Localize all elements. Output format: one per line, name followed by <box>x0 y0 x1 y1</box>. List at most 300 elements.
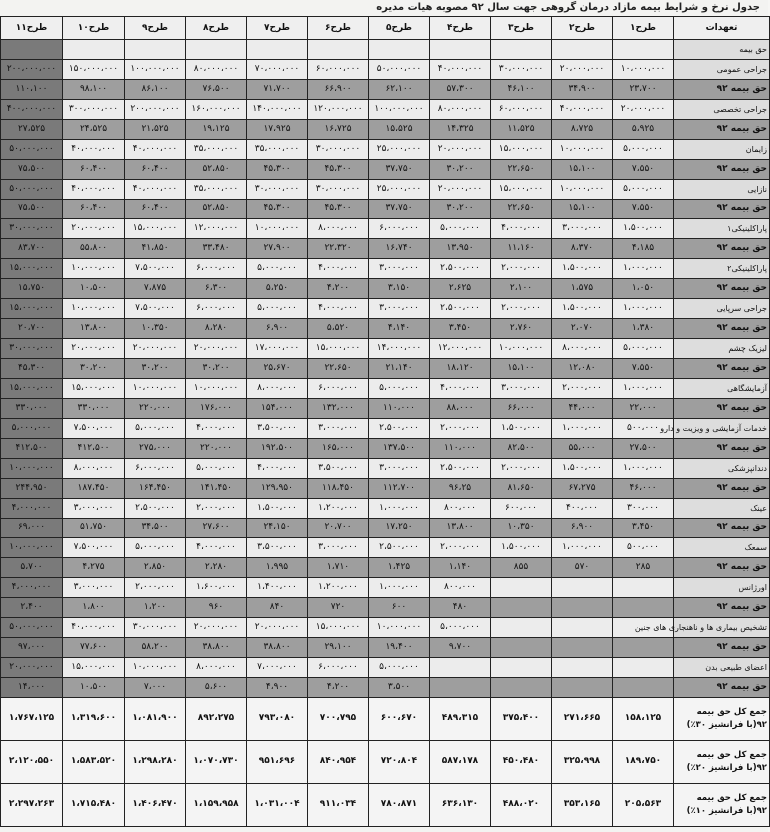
table-cell: ۲،۰۰۰،۰۰۰ <box>552 378 613 398</box>
table-cell: ۴،۰۰۰،۰۰۰ <box>186 418 247 438</box>
table-cell: ۲،۰۰۰،۰۰۰ <box>491 299 552 319</box>
table-cell: ۷۵،۵۰۰ <box>1 159 63 179</box>
table-cell: ۵۰،۰۰۰،۰۰۰ <box>369 59 430 79</box>
table-cell: ۴۰۰،۰۰۰ <box>552 498 613 518</box>
table-cell: ۹۶،۲۵ <box>430 478 491 498</box>
table-cell: ۳۵،۰۰۰،۰۰۰ <box>186 139 247 159</box>
table-cell <box>1 40 63 60</box>
table-cell: ۷،۵۵۰ <box>613 159 674 179</box>
table-cell: ۶۶،۹۰۰ <box>308 79 369 99</box>
table-cell: ۱،۵۰۰،۰۰۰ <box>491 538 552 558</box>
table-cell: ۱،۰۰۰،۰۰۰ <box>613 259 674 279</box>
table-cell: ۲۰۰،۰۰۰،۰۰۰ <box>125 99 186 119</box>
table-cell: ۲۴۴،۹۵۰ <box>1 478 63 498</box>
table-cell: ۱۰،۰۰۰،۰۰۰ <box>369 618 430 638</box>
total-cell: ۸۹۲،۲۷۵ <box>186 697 247 740</box>
table-cell <box>63 40 125 60</box>
table-cell: ۳۰،۲۰۰ <box>125 359 186 379</box>
table-cell: ۱۶۵،۰۰۰ <box>308 438 369 458</box>
table-cell: ۴،۰۰۰،۰۰۰ <box>491 219 552 239</box>
table-cell <box>613 638 674 658</box>
row-label: دندانپزشکی <box>674 458 770 478</box>
table-cell: ۱۲،۰۸۰ <box>552 359 613 379</box>
table-cell: ۳،۰۰۰،۰۰۰ <box>369 259 430 279</box>
table-cell: ۲۰،۰۰۰،۰۰۰ <box>613 99 674 119</box>
total-row <box>1 740 770 783</box>
table-cell: ۲،۰۰۰،۰۰۰ <box>125 578 186 598</box>
table-cell: ۷،۵۵۰ <box>613 359 674 379</box>
table-cell: ۱،۶۰۰،۰۰۰ <box>186 578 247 598</box>
table-cell: ۸،۷۲۵ <box>552 119 613 139</box>
table-cell: ۵،۰۰۰،۰۰۰ <box>613 339 674 359</box>
table-cell: ۱۶،۷۲۵ <box>308 119 369 139</box>
table-cell: ۳۵،۰۰۰،۰۰۰ <box>186 179 247 199</box>
table-cell: ۳۴،۵۰۰ <box>125 518 186 538</box>
table-cell: ۳۰،۰۰۰،۰۰۰ <box>491 59 552 79</box>
coverage-row <box>1 219 770 239</box>
table-cell: ۴۰،۰۰۰،۰۰۰ <box>63 618 125 638</box>
coverage-row <box>1 299 770 319</box>
table-cell: ۵،۰۰۰،۰۰۰ <box>369 658 430 678</box>
table-cell: ۱۰،۰۰۰،۰۰۰ <box>552 139 613 159</box>
table-cell: ۱۰،۰۰۰،۰۰۰ <box>1 458 63 478</box>
table-cell: ۲۰۰،۰۰۰،۰۰۰ <box>1 59 63 79</box>
total-cell: ۷۸۰،۸۷۱ <box>369 783 430 826</box>
total-cell: ۴۸۸،۰۲۰ <box>491 783 552 826</box>
table-cell: ۴،۰۰۰،۰۰۰ <box>1 498 63 518</box>
total-cell: ۵۸۷،۱۷۸ <box>430 740 491 783</box>
table-cell: ۲۰،۷۰۰ <box>1 319 63 339</box>
table-cell <box>491 618 552 638</box>
table-cell: ۵،۰۰۰،۰۰۰ <box>613 139 674 159</box>
total-cell: ۷۹۳،۰۸۰ <box>247 697 308 740</box>
table-cell: ۲،۰۷۰ <box>552 319 613 339</box>
table-cell: ۸،۰۰۰،۰۰۰ <box>247 378 308 398</box>
table-cell: ۱،۰۰۰،۰۰۰ <box>552 418 613 438</box>
table-cell <box>491 578 552 598</box>
table-cell: ۲،۵۰۰،۰۰۰ <box>430 259 491 279</box>
table-cell: ۴۰،۰۰۰،۰۰۰ <box>125 139 186 159</box>
table-cell: ۴۵،۳۰۰ <box>308 159 369 179</box>
table-cell: ۵۵،۰۰۰ <box>552 438 613 458</box>
table-cell: ۵،۰۰۰،۰۰۰ <box>430 618 491 638</box>
table-cell: ۴،۰۰۰،۰۰۰ <box>308 299 369 319</box>
total-cell: ۲،۱۲۰،۵۵۰ <box>1 740 63 783</box>
table-cell: ۳،۰۰۰،۰۰۰ <box>63 498 125 518</box>
table-cell: ۱،۸۰۰ <box>63 598 125 618</box>
header-row <box>1 17 770 40</box>
table-cell: ۲۰،۰۰۰،۰۰۰ <box>430 139 491 159</box>
table-cell: ۴،۱۸۵ <box>613 239 674 259</box>
table-cell: ۶۰،۴۰۰ <box>125 159 186 179</box>
table-cell: ۱،۵۰۰،۰۰۰ <box>552 299 613 319</box>
row-label: حق بیمه ۹۲ <box>674 518 770 538</box>
table-cell: ۱،۰۰۰،۰۰۰ <box>613 299 674 319</box>
table-cell: ۳،۰۰۰،۰۰۰ <box>552 219 613 239</box>
row-label: حق بیمه ۹۲ <box>674 199 770 219</box>
table-cell: ۱۲۰،۰۰۰،۰۰۰ <box>308 99 369 119</box>
row-label: سمعک <box>674 538 770 558</box>
table-cell: ۸۸،۰۰۰ <box>430 398 491 418</box>
table-cell: ۱۵،۰۰۰،۰۰۰ <box>125 219 186 239</box>
table-cell: ۶۲،۱۰۰ <box>369 79 430 99</box>
table-cell: ۵۸،۲۰۰ <box>125 638 186 658</box>
table-cell <box>552 638 613 658</box>
table-cell: ۱۱،۱۶۰ <box>491 239 552 259</box>
table-cell: ۱۹۲،۵۰۰ <box>247 438 308 458</box>
plan-header: طرح۱۱ <box>1 17 63 40</box>
table-cell: ۳۰،۲۰۰ <box>63 359 125 379</box>
table-cell: ۷،۰۰۰ <box>125 678 186 698</box>
premium-row <box>1 678 770 698</box>
table-cell: ۱۰،۰۰۰،۰۰۰ <box>1 538 63 558</box>
table-body <box>1 40 770 827</box>
total-row <box>1 697 770 740</box>
table-cell: ۶،۰۰۰،۰۰۰ <box>308 378 369 398</box>
table-cell: ۴،۰۰۰،۰۰۰ <box>430 378 491 398</box>
table-cell: ۱،۵۰۰،۰۰۰ <box>247 498 308 518</box>
table-cell: ۳۸،۸۰۰ <box>186 638 247 658</box>
table-cell: ۱۶۴،۴۵۰ <box>125 478 186 498</box>
total-cell: ۱،۰۸۱،۹۰۰ <box>125 697 186 740</box>
row-label: حق بیمه ۹۲ <box>674 598 770 618</box>
table-cell: ۱،۴۲۵ <box>369 558 430 578</box>
table-cell: ۱۵،۵۲۵ <box>369 119 430 139</box>
table-cell: ۸،۲۸۰ <box>186 319 247 339</box>
table-cell: ۲۱،۵۲۵ <box>125 119 186 139</box>
table-cell: ۴۵،۳۰۰ <box>1 359 63 379</box>
table-cell: ۳۰،۰۰۰،۰۰۰ <box>308 179 369 199</box>
table-cell: ۵،۰۰۰،۰۰۰ <box>369 378 430 398</box>
table-cell: ۱۵،۱۰۰ <box>491 359 552 379</box>
table-cell: ۶۰۰ <box>369 598 430 618</box>
table-cell: ۲۷،۵۲۵ <box>1 119 63 139</box>
table-cell: ۷،۵۰۰،۰۰۰ <box>63 418 125 438</box>
table-cell: ۲،۵۰۰،۰۰۰ <box>369 538 430 558</box>
table-cell: ۶،۹۰۰ <box>552 518 613 538</box>
table-cell: ۳۰،۰۰۰،۰۰۰ <box>125 618 186 638</box>
row-label: تشخیص بیماری ها و ناهنجاری های جنین <box>674 618 770 638</box>
table-cell: ۱،۲۰۰،۰۰۰ <box>308 498 369 518</box>
table-cell: ۷،۸۷۵ <box>125 279 186 299</box>
table-cell: ۴،۰۰۰،۰۰۰ <box>186 538 247 558</box>
table-cell: ۴۰،۰۰۰،۰۰۰ <box>63 179 125 199</box>
coverage-row <box>1 458 770 478</box>
table-cell: ۱۱۰،۱۰۰ <box>1 79 63 99</box>
table-cell: ۳۰،۰۰۰،۰۰۰ <box>308 139 369 159</box>
table-cell <box>491 638 552 658</box>
table-cell: ۷،۵۰۰،۰۰۰ <box>125 259 186 279</box>
table-cell: ۲،۷۶۰ <box>491 319 552 339</box>
total-cell: ۹۱۱،۰۳۴ <box>308 783 369 826</box>
coverage-row <box>1 59 770 79</box>
table-cell: ۱۰،۰۰۰،۰۰۰ <box>63 299 125 319</box>
table-cell: ۶،۰۰۰،۰۰۰ <box>186 259 247 279</box>
table-cell: ۵۰۰،۰۰۰ <box>613 538 674 558</box>
table-cell: ۱۴،۰۰۰ <box>1 678 63 698</box>
coverage-row <box>1 259 770 279</box>
table-cell: ۱۰۰،۰۰۰،۰۰۰ <box>125 59 186 79</box>
table-cell: ۱۸،۱۲۰ <box>430 359 491 379</box>
table-cell: ۱۱،۵۲۵ <box>491 119 552 139</box>
table-cell: ۱۰،۰۰۰،۰۰۰ <box>613 59 674 79</box>
table-cell: ۴،۹۰۰ <box>247 678 308 698</box>
table-cell: ۱۳،۸۰۰ <box>63 319 125 339</box>
table-cell: ۶،۰۰۰،۰۰۰ <box>308 658 369 678</box>
table-cell: ۹۸،۱۰۰ <box>63 79 125 99</box>
table-cell: ۳۷،۷۵۰ <box>369 199 430 219</box>
table-cell: ۳۰،۲۰۰ <box>430 159 491 179</box>
row-label: حق بیمه <box>674 40 770 60</box>
table-cell <box>552 40 613 60</box>
table-cell <box>552 598 613 618</box>
table-cell: ۱۰،۰۰۰،۰۰۰ <box>552 179 613 199</box>
table-cell: ۱،۴۰۰،۰۰۰ <box>247 578 308 598</box>
table-cell: ۳۷،۷۵۰ <box>369 159 430 179</box>
table-cell: ۲،۶۲۵ <box>430 279 491 299</box>
table-cell: ۳۰،۲۰۰ <box>186 359 247 379</box>
table-cell: ۲،۴۰۰ <box>1 598 63 618</box>
table-cell: ۲۲۰،۰۰۰ <box>125 398 186 418</box>
table-cell: ۱۷،۲۵۰ <box>369 518 430 538</box>
table-cell: ۷۱،۷۰۰ <box>247 79 308 99</box>
plan-header: طرح۸ <box>186 17 247 40</box>
row-label: حق بیمه ۹۲ <box>674 359 770 379</box>
row-label: لیزیک چشم <box>674 339 770 359</box>
table-cell: ۱،۲۰۰ <box>125 598 186 618</box>
total-cell: ۳۷۵،۴۰۰ <box>491 697 552 740</box>
table-cell: ۱۰۰،۰۰۰،۰۰۰ <box>369 99 430 119</box>
coverage-row <box>1 99 770 119</box>
table-cell: ۱۰،۰۰۰،۰۰۰ <box>125 658 186 678</box>
table-cell: ۱۵،۱۰۰ <box>552 199 613 219</box>
table-cell: ۹،۷۰۰ <box>430 638 491 658</box>
row-label: پاراکلینیکی۱ <box>674 219 770 239</box>
table-cell: ۸۶،۱۰۰ <box>125 79 186 99</box>
table-cell: ۲۵،۶۷۰ <box>247 359 308 379</box>
row-label: جراحی سرپایی <box>674 299 770 319</box>
table-cell: ۵۰،۰۰۰،۰۰۰ <box>1 179 63 199</box>
total-cell: ۲۷۱،۶۶۵ <box>552 697 613 740</box>
table-cell <box>552 658 613 678</box>
total-cell: ۱،۰۷۰،۷۳۰ <box>186 740 247 783</box>
table-cell: ۳،۰۰۰،۰۰۰ <box>63 578 125 598</box>
table-cell <box>491 598 552 618</box>
table-cell: ۱،۰۰۰،۰۰۰ <box>369 498 430 518</box>
table-cell: ۶۰،۴۰۰ <box>125 199 186 219</box>
table-cell: ۳،۰۰۰،۰۰۰ <box>369 299 430 319</box>
table-cell: ۱۵،۰۰۰،۰۰۰ <box>491 179 552 199</box>
table-cell: ۵،۰۰۰،۰۰۰ <box>247 299 308 319</box>
table-cell <box>369 40 430 60</box>
premium-row <box>1 119 770 139</box>
table-cell <box>552 578 613 598</box>
table-cell: ۸،۰۰۰،۰۰۰ <box>186 658 247 678</box>
table-cell <box>491 40 552 60</box>
table-cell: ۱۵،۰۰۰،۰۰۰ <box>63 378 125 398</box>
table-cell: ۱،۵۰۰،۰۰۰ <box>552 259 613 279</box>
table-cell: ۴،۱۴۰ <box>369 319 430 339</box>
table-cell: ۶۰۰،۰۰۰ <box>491 498 552 518</box>
table-cell: ۵۷،۳۰۰ <box>430 79 491 99</box>
row-label: عینک <box>674 498 770 518</box>
table-cell <box>125 40 186 60</box>
table-cell: ۵۵،۸۰۰ <box>63 239 125 259</box>
table-cell: ۴۱۲،۵۰۰ <box>63 438 125 458</box>
table-cell: ۷،۵۰۰،۰۰۰ <box>63 538 125 558</box>
table-cell: ۱۴۱،۴۵۰ <box>186 478 247 498</box>
table-cell: ۹۶۰ <box>186 598 247 618</box>
row-label: پاراکلینیکی۲ <box>674 259 770 279</box>
table-cell: ۷۰،۰۰۰،۰۰۰ <box>247 59 308 79</box>
table-cell: ۲،۰۰۰،۰۰۰ <box>491 458 552 478</box>
table-cell: ۱۹،۱۲۵ <box>186 119 247 139</box>
table-cell: ۲،۵۰۰،۰۰۰ <box>430 458 491 478</box>
table-cell: ۲۷۵،۰۰۰ <box>125 438 186 458</box>
table-cell: ۱،۱۴۰ <box>430 558 491 578</box>
table-cell: ۸،۰۰۰،۰۰۰ <box>308 219 369 239</box>
table-cell: ۱۲۹،۹۵۰ <box>247 478 308 498</box>
table-cell: ۲،۲۸۰ <box>186 558 247 578</box>
row-label: اورژانس <box>674 578 770 598</box>
coverage-row <box>1 339 770 359</box>
table-cell: ۴،۰۰۰،۰۰۰ <box>1 578 63 598</box>
table-cell: ۳،۵۰۰،۰۰۰ <box>308 458 369 478</box>
row-label: حق بیمه ۹۲ <box>674 638 770 658</box>
table-cell: ۴۰،۰۰۰،۰۰۰ <box>125 179 186 199</box>
table-cell: ۳۵،۰۰۰،۰۰۰ <box>247 139 308 159</box>
table-cell: ۸۰،۰۰۰،۰۰۰ <box>430 99 491 119</box>
total-cell: ۱۵۸،۱۲۵ <box>613 697 674 740</box>
table-cell: ۱،۰۵۰ <box>613 279 674 299</box>
table-cell: ۲۴،۱۵۰ <box>247 518 308 538</box>
table-cell: ۳،۵۰۰ <box>369 678 430 698</box>
row-label: نازایی <box>674 179 770 199</box>
table-cell: ۶۰،۰۰۰،۰۰۰ <box>308 59 369 79</box>
table-cell: ۱،۰۰۰،۰۰۰ <box>552 538 613 558</box>
coverage-row <box>1 538 770 558</box>
table-cell <box>491 658 552 678</box>
table-cell: ۶۰،۰۰۰،۰۰۰ <box>491 99 552 119</box>
coverage-row <box>1 179 770 199</box>
table-cell <box>430 658 491 678</box>
premium-row <box>1 199 770 219</box>
total-cell: ۲،۲۹۷،۲۶۳ <box>1 783 63 826</box>
plan-header: طرح۱ <box>613 17 674 40</box>
premium-row <box>1 159 770 179</box>
table-cell: ۱۰،۳۵۰ <box>491 518 552 538</box>
table-cell: ۳،۵۰۰،۰۰۰ <box>247 418 308 438</box>
total-row <box>1 783 770 826</box>
table-cell: ۴۸۰ <box>430 598 491 618</box>
table-cell <box>491 678 552 698</box>
table-cell: ۲،۱۰۰ <box>491 279 552 299</box>
table-cell: ۵،۶۰۰ <box>186 678 247 698</box>
table-cell: ۳۰،۰۰۰،۰۰۰ <box>247 179 308 199</box>
table-cell: ۱۵،۰۰۰،۰۰۰ <box>491 139 552 159</box>
row-label: حق بیمه ۹۲ <box>674 239 770 259</box>
premium-row <box>1 319 770 339</box>
plan-header: طرح۵ <box>369 17 430 40</box>
table-cell: ۷۷،۶۰۰ <box>63 638 125 658</box>
table-cell: ۲۰،۰۰۰،۰۰۰ <box>247 618 308 638</box>
coverage-row <box>1 378 770 398</box>
row-label: اعضای طبیعی بدن <box>674 658 770 678</box>
table-cell: ۲۷،۹۰۰ <box>247 239 308 259</box>
row-label: حق بیمه ۹۲ <box>674 159 770 179</box>
table-cell <box>430 678 491 698</box>
table-cell: ۱۵،۰۰۰،۰۰۰ <box>1 378 63 398</box>
table-cell: ۱۵۰،۰۰۰،۰۰۰ <box>63 59 125 79</box>
table-cell: ۴۰،۰۰۰،۰۰۰ <box>63 139 125 159</box>
table-cell: ۲۳،۷۰۰ <box>613 79 674 99</box>
table-cell: ۷،۵۰۰،۰۰۰ <box>125 299 186 319</box>
table-cell: ۵،۰۰۰،۰۰۰ <box>1 418 63 438</box>
total-cell: ۱،۰۳۱،۰۰۴ <box>247 783 308 826</box>
table-cell: ۱۷،۰۰۰،۰۰۰ <box>247 339 308 359</box>
table-cell: ۶،۳۰۰ <box>186 279 247 299</box>
table-cell: ۳۰۰،۰۰۰،۰۰۰ <box>63 99 125 119</box>
table-cell: ۲۲،۰۰۰ <box>613 398 674 418</box>
table-cell: ۸۲،۵۰۰ <box>491 438 552 458</box>
table-cell: ۱،۳۸۰ <box>613 319 674 339</box>
document-title: جدول نرخ و شرایط بیمه مازاد درمان گروهی جهت سال ۹۲ مصوبه هیات مدیره <box>376 2 760 13</box>
table-cell: ۱۱۸،۴۵۰ <box>308 478 369 498</box>
table-cell <box>552 678 613 698</box>
table-cell: ۱،۰۰۰،۰۰۰ <box>613 378 674 398</box>
table-cell: ۱۳۷،۵۰۰ <box>369 438 430 458</box>
table-cell: ۵،۰۰۰،۰۰۰ <box>125 418 186 438</box>
table-cell: ۱،۵۰۰،۰۰۰ <box>613 219 674 239</box>
premium-row <box>1 79 770 99</box>
table-cell: ۶۰،۴۰۰ <box>63 159 125 179</box>
table-cell <box>613 40 674 60</box>
premium-row <box>1 638 770 658</box>
table-cell: ۸۰۰،۰۰۰ <box>430 498 491 518</box>
total-cell: ۱،۲۹۸،۲۸۰ <box>125 740 186 783</box>
premium-row <box>1 239 770 259</box>
plan-header: طرح۶ <box>308 17 369 40</box>
table-cell: ۲۹،۱۰۰ <box>308 638 369 658</box>
header-corner: تعهدات <box>674 17 770 40</box>
table-cell: ۳،۰۰۰،۰۰۰ <box>369 458 430 478</box>
total-cell: ۷۰۰،۷۹۵ <box>308 697 369 740</box>
table-cell: ۱،۰۰۰،۰۰۰ <box>613 458 674 478</box>
table-cell: ۷۵،۵۰۰ <box>1 199 63 219</box>
table-cell: ۲۵،۰۰۰،۰۰۰ <box>369 139 430 159</box>
table-cell <box>613 658 674 678</box>
total-cell: ۳۵۳،۱۶۵ <box>552 783 613 826</box>
total-cell: ۲۰۵،۵۶۳ <box>613 783 674 826</box>
table-cell: ۱۰،۵۰۰ <box>63 678 125 698</box>
total-label: جمع کل حق بیمه ۹۲(با فرانشیز ۱۰٪) <box>674 783 770 826</box>
total-cell: ۸۴۰،۹۵۴ <box>308 740 369 783</box>
table-cell: ۱۵،۰۰۰،۰۰۰ <box>308 339 369 359</box>
total-cell: ۱،۳۱۹،۶۰۰ <box>63 697 125 740</box>
total-cell: ۱،۴۰۶،۴۷۰ <box>125 783 186 826</box>
table-cell: ۱،۹۹۵ <box>247 558 308 578</box>
table-cell: ۱۰،۰۰۰،۰۰۰ <box>491 339 552 359</box>
coverage-row <box>1 618 770 638</box>
table-cell: ۶،۰۰۰،۰۰۰ <box>125 458 186 478</box>
row-label: حق بیمه ۹۲ <box>674 558 770 578</box>
table-cell: ۱،۵۰۰،۰۰۰ <box>552 458 613 478</box>
table-cell: ۱۰،۰۰۰،۰۰۰ <box>63 259 125 279</box>
table-cell: ۴۵،۳۰۰ <box>247 159 308 179</box>
table-cell: ۱۶،۷۴۰ <box>369 239 430 259</box>
plan-header: طرح۴ <box>430 17 491 40</box>
table-cell: ۱۵،۷۵۰ <box>1 279 63 299</box>
